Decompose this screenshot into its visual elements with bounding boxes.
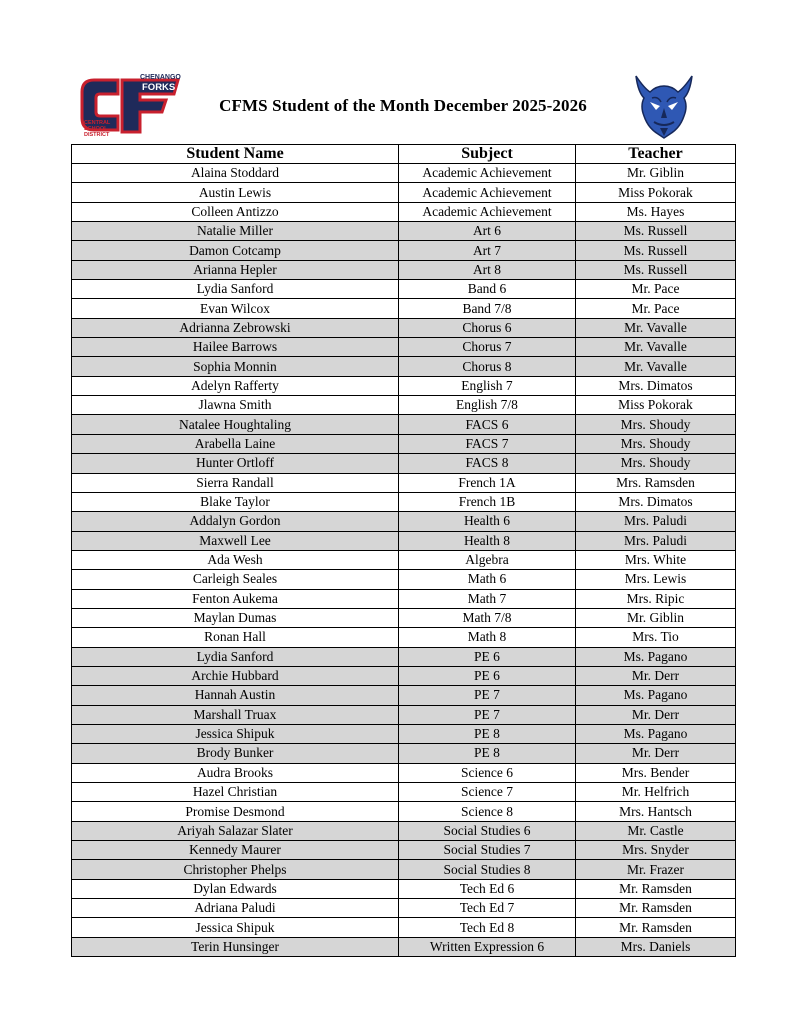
subject-cell: Academic Achievement xyxy=(399,202,576,221)
student-cell: Hailee Barrows xyxy=(72,338,399,357)
table-row xyxy=(72,879,736,898)
table-row xyxy=(72,202,736,221)
table-row xyxy=(72,744,736,763)
student-cell: Hannah Austin xyxy=(72,686,399,705)
teacher-cell: Mr. Helfrich xyxy=(576,783,736,802)
table-row xyxy=(72,705,736,724)
teacher-cell: Mr. Giblin xyxy=(576,164,736,183)
table-row xyxy=(72,357,736,376)
student-cell: Sophia Monnin xyxy=(72,357,399,376)
teacher-cell: Mr. Pace xyxy=(576,299,736,318)
subject-cell: PE 8 xyxy=(399,744,576,763)
table-row xyxy=(72,415,736,434)
student-cell: Christopher Phelps xyxy=(72,860,399,879)
student-cell: Arianna Hepler xyxy=(72,260,399,279)
student-cell: Arabella Laine xyxy=(72,434,399,453)
teacher-cell: Mr. Derr xyxy=(576,744,736,763)
student-cell: Kennedy Maurer xyxy=(72,841,399,860)
teacher-cell: Mrs. Lewis xyxy=(576,570,736,589)
table-row xyxy=(72,550,736,569)
logo-side-line-3: DISTRICT xyxy=(84,132,110,138)
table-row xyxy=(72,512,736,531)
student-cell: Jessica Shipuk xyxy=(72,724,399,743)
subject-cell: English 7/8 xyxy=(399,396,576,415)
teacher-cell: Mrs. Shoudy xyxy=(576,454,736,473)
table-row xyxy=(72,918,736,937)
student-cell: Lydia Sanford xyxy=(72,280,399,299)
student-cell: Blake Taylor xyxy=(72,492,399,511)
table-row xyxy=(72,318,736,337)
student-cell: Natalee Houghtaling xyxy=(72,415,399,434)
student-cell: Sierra Randall xyxy=(72,473,399,492)
subject-cell: PE 6 xyxy=(399,666,576,685)
student-cell: Marshall Truax xyxy=(72,705,399,724)
teacher-cell: Mr. Derr xyxy=(576,705,736,724)
student-cell: Maxwell Lee xyxy=(72,531,399,550)
student-cell: Dylan Edwards xyxy=(72,879,399,898)
subject-cell: Social Studies 8 xyxy=(399,860,576,879)
student-cell: Carleigh Seales xyxy=(72,570,399,589)
table-row xyxy=(72,860,736,879)
subject-cell: Social Studies 7 xyxy=(399,841,576,860)
student-cell: Hazel Christian xyxy=(72,783,399,802)
student-cell: Jlawna Smith xyxy=(72,396,399,415)
teacher-cell: Ms. Pagano xyxy=(576,724,736,743)
student-cell: Addalyn Gordon xyxy=(72,512,399,531)
student-cell: Colleen Antizzo xyxy=(72,202,399,221)
student-cell: Adriana Paludi xyxy=(72,899,399,918)
subject-cell: FACS 6 xyxy=(399,415,576,434)
column-header-subject: Subject xyxy=(399,145,576,164)
table-row xyxy=(72,531,736,550)
table-row xyxy=(72,763,736,782)
teacher-cell: Miss Pokorak xyxy=(576,183,736,202)
student-cell: Lydia Sanford xyxy=(72,647,399,666)
subject-cell: Tech Ed 7 xyxy=(399,899,576,918)
subject-cell: PE 8 xyxy=(399,724,576,743)
subject-cell: PE 6 xyxy=(399,647,576,666)
table-row xyxy=(72,338,736,357)
student-cell: Hunter Ortloff xyxy=(72,454,399,473)
teacher-cell: Mrs. Ramsden xyxy=(576,473,736,492)
subject-cell: Algebra xyxy=(399,550,576,569)
teacher-cell: Ms. Russell xyxy=(576,222,736,241)
student-cell: Evan Wilcox xyxy=(72,299,399,318)
subject-cell: PE 7 xyxy=(399,686,576,705)
teacher-cell: Mrs. Ripic xyxy=(576,589,736,608)
teacher-cell: Ms. Pagano xyxy=(576,686,736,705)
table-row xyxy=(72,802,736,821)
teacher-cell: Mr. Derr xyxy=(576,666,736,685)
subject-cell: Band 6 xyxy=(399,280,576,299)
teacher-cell: Mrs. Dimatos xyxy=(576,376,736,395)
table-row xyxy=(72,589,736,608)
teacher-cell: Mr. Ramsden xyxy=(576,879,736,898)
table-row xyxy=(72,570,736,589)
table-row xyxy=(72,222,736,241)
teacher-cell: Mrs. Daniels xyxy=(576,937,736,956)
table-row xyxy=(72,724,736,743)
subject-cell: French 1B xyxy=(399,492,576,511)
subject-cell: Art 6 xyxy=(399,222,576,241)
subject-cell: Social Studies 6 xyxy=(399,821,576,840)
logo-mid-text: FORKS xyxy=(142,82,176,93)
subject-cell: Tech Ed 6 xyxy=(399,879,576,898)
subject-cell: Math 7 xyxy=(399,589,576,608)
table-row xyxy=(72,454,736,473)
teacher-cell: Mrs. Hantsch xyxy=(576,802,736,821)
student-cell: Ariyah Salazar Slater xyxy=(72,821,399,840)
teacher-cell: Mr. Ramsden xyxy=(576,899,736,918)
teacher-cell: Mr. Frazer xyxy=(576,860,736,879)
table-row xyxy=(72,821,736,840)
student-cell: Jessica Shipuk xyxy=(72,918,399,937)
student-cell: Terin Hunsinger xyxy=(72,937,399,956)
subject-cell: Science 8 xyxy=(399,802,576,821)
table-row xyxy=(72,666,736,685)
table-row xyxy=(72,899,736,918)
student-cell: Adrianna Zebrowski xyxy=(72,318,399,337)
teacher-cell: Mr. Giblin xyxy=(576,608,736,627)
student-cell: Natalie Miller xyxy=(72,222,399,241)
teacher-cell: Mr. Ramsden xyxy=(576,918,736,937)
column-header-teacher: Teacher xyxy=(576,145,736,164)
student-cell: Alaina Stoddard xyxy=(72,164,399,183)
subject-cell: Math 8 xyxy=(399,628,576,647)
subject-cell: Academic Achievement xyxy=(399,164,576,183)
column-header-student: Student Name xyxy=(72,145,399,164)
teacher-cell: Mr. Castle xyxy=(576,821,736,840)
student-cell: Fenton Aukema xyxy=(72,589,399,608)
teacher-cell: Ms. Pagano xyxy=(576,647,736,666)
teacher-cell: Mrs. Paludi xyxy=(576,531,736,550)
table-row xyxy=(72,647,736,666)
subject-cell: Health 8 xyxy=(399,531,576,550)
table-row xyxy=(72,473,736,492)
teacher-cell: Mrs. Tio xyxy=(576,628,736,647)
teacher-cell: Mrs. Paludi xyxy=(576,512,736,531)
table-row xyxy=(72,299,736,318)
subject-cell: Art 7 xyxy=(399,241,576,260)
table-row xyxy=(72,183,736,202)
table-row xyxy=(72,608,736,627)
table-row xyxy=(72,241,736,260)
teacher-cell: Mr. Vavalle xyxy=(576,357,736,376)
subject-cell: French 1A xyxy=(399,473,576,492)
logo-top-text: CHENANGO xyxy=(140,74,181,81)
subject-cell: Tech Ed 8 xyxy=(399,918,576,937)
subject-cell: Band 7/8 xyxy=(399,299,576,318)
logo-side-line-2: SCHOOL xyxy=(84,126,108,132)
subject-cell: FACS 7 xyxy=(399,434,576,453)
teacher-cell: Mrs. Bender xyxy=(576,763,736,782)
teacher-cell: Mr. Vavalle xyxy=(576,338,736,357)
student-cell: Archie Hubbard xyxy=(72,666,399,685)
student-cell: Austin Lewis xyxy=(72,183,399,202)
student-cell: Brody Bunker xyxy=(72,744,399,763)
page-title: CFMS Student of the Month December 2025-2026 xyxy=(219,96,587,115)
subject-cell: Chorus 7 xyxy=(399,338,576,357)
teacher-cell: Ms. Russell xyxy=(576,241,736,260)
student-of-month-table xyxy=(71,144,736,957)
subject-cell: Math 7/8 xyxy=(399,608,576,627)
table-row xyxy=(72,260,736,279)
subject-cell: Science 7 xyxy=(399,783,576,802)
student-cell: Maylan Dumas xyxy=(72,608,399,627)
table-row xyxy=(72,783,736,802)
table-row xyxy=(72,841,736,860)
table-row xyxy=(72,396,736,415)
student-cell: Audra Brooks xyxy=(72,763,399,782)
subject-cell: PE 7 xyxy=(399,705,576,724)
table-row xyxy=(72,164,736,183)
table-row xyxy=(72,937,736,956)
student-cell: Ada Wesh xyxy=(72,550,399,569)
subject-cell: Science 6 xyxy=(399,763,576,782)
teacher-cell: Mrs. Shoudy xyxy=(576,415,736,434)
table-row xyxy=(72,280,736,299)
teacher-cell: Mrs. Dimatos xyxy=(576,492,736,511)
table-header-row xyxy=(72,145,736,164)
subject-cell: Chorus 6 xyxy=(399,318,576,337)
subject-cell: Art 8 xyxy=(399,260,576,279)
teacher-cell: Ms. Hayes xyxy=(576,202,736,221)
table-row xyxy=(72,686,736,705)
teacher-cell: Mr. Vavalle xyxy=(576,318,736,337)
student-cell: Damon Cotcamp xyxy=(72,241,399,260)
teacher-cell: Mrs. White xyxy=(576,550,736,569)
student-cell: Ronan Hall xyxy=(72,628,399,647)
subject-cell: Math 6 xyxy=(399,570,576,589)
teacher-cell: Mrs. Shoudy xyxy=(576,434,736,453)
teacher-cell: Miss Pokorak xyxy=(576,396,736,415)
table-row xyxy=(72,434,736,453)
table-row xyxy=(72,376,736,395)
logo-side-line-1: CENTRAL xyxy=(84,120,111,126)
student-cell: Promise Desmond xyxy=(72,802,399,821)
subject-cell: English 7 xyxy=(399,376,576,395)
subject-cell: Chorus 8 xyxy=(399,357,576,376)
subject-cell: Written Expression 6 xyxy=(399,937,576,956)
teacher-cell: Mrs. Snyder xyxy=(576,841,736,860)
subject-cell: Health 6 xyxy=(399,512,576,531)
subject-cell: FACS 8 xyxy=(399,454,576,473)
subject-cell: Academic Achievement xyxy=(399,183,576,202)
table-row xyxy=(72,492,736,511)
table-row xyxy=(72,628,736,647)
teacher-cell: Mr. Pace xyxy=(576,280,736,299)
teacher-cell: Ms. Russell xyxy=(576,260,736,279)
student-cell: Adelyn Rafferty xyxy=(72,376,399,395)
